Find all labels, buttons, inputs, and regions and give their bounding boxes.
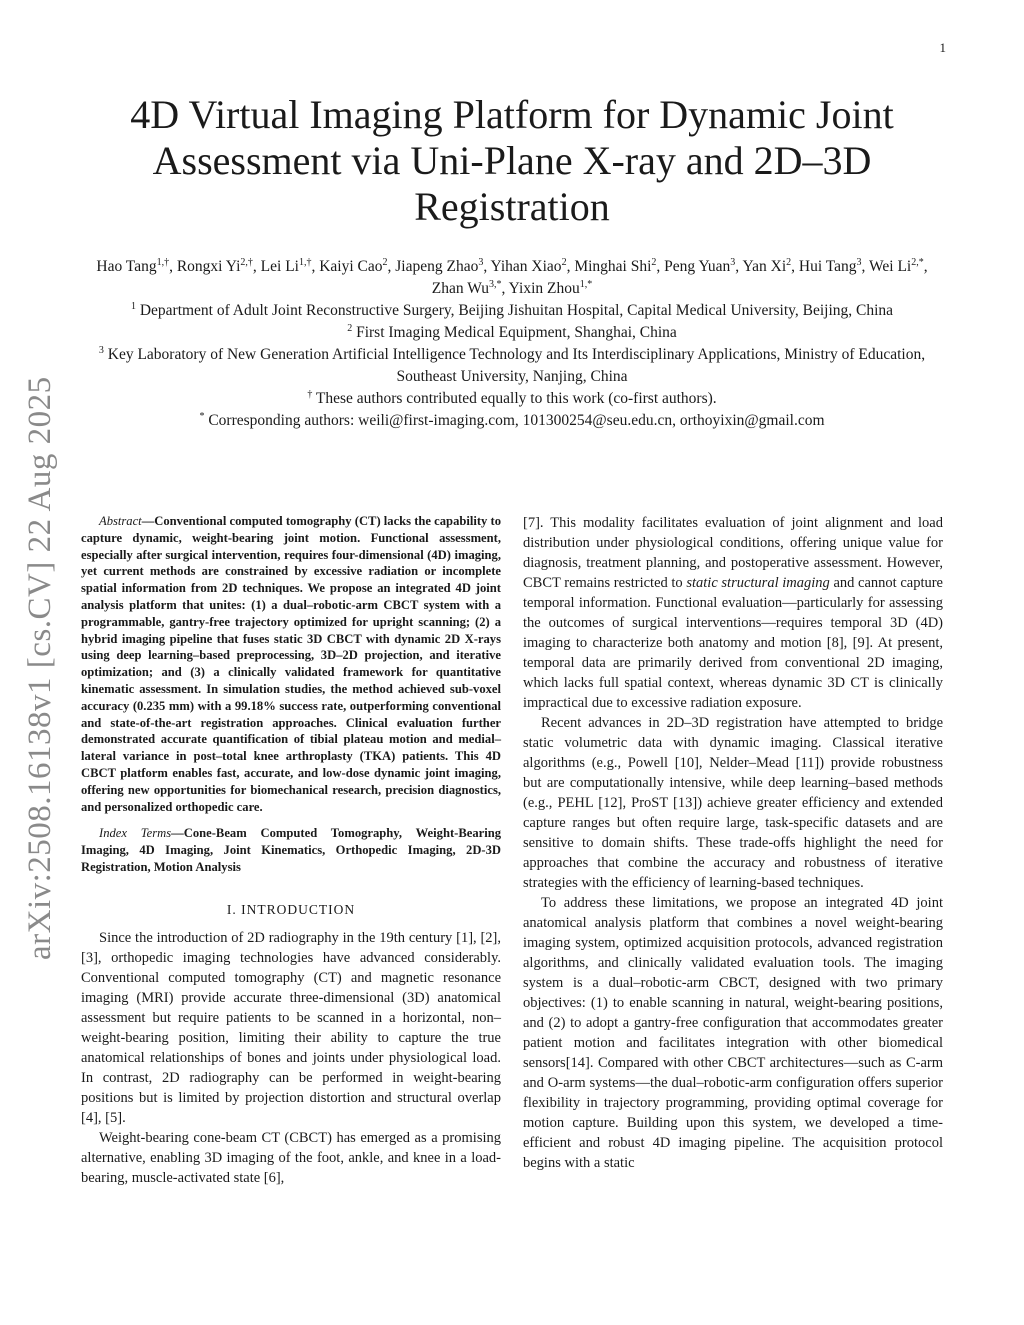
- author: Rongxi $Yi^{2,\dagger}$: [176, 256, 253, 275]
- author: Zhan $Wu^{3,*}$: [431, 278, 502, 297]
- body-paragraph: Since the introduction of 2D radiography in the 19th century [1], [2], [3], orthopedic imaging technologies have advanced considerably. Conventional computed tomography (CT) and magnetic resonance imaging (MRI) provide accurate three-dimensional (3D) anatomical assessment but require patients to be scanned in a horizontal, non–weight-bearing position, limiting their ability to capture the true anatomical relationships of bones and joints under physiological load. In contrast, 2D radiography can be performed in weight-bearing positions but is limited by projection distortion and structural overlap [4], [5].: [81, 929, 501, 1126]
- arxiv-identifier: arXiv:2508.16138v1 [cs.CV] 22 Aug 2025: [22, 376, 58, 960]
- abstract: Abstract—Conventional computed tomography (CT) lacks the capability to capture dynamic, weight-bearing joint motion. Functional assessment, especially after surgical intervention, requires four-dimensional (4D) imaging, yet current methods are constrained by excessive radiation or incomplete spatial information from 2D techniques. We propose an integrated 4D joint analysis platform that unites: (1) a dual–robotic-arm CBCT system with a programmable, gantry-free trajectory optimized for upright scanning; (2) a hybrid imaging pipeline that fuses static 3D CBCT with dynamic 2D X-rays using deep learning–based preprocessing, 3D–2D projection, and iterative optimization; and (3) a clinically validated framework for quantitative kinematic assessment. In simulation studies, the method achieved sub-voxel accuracy (0.235 mm) with a 99.18% success rate, outperforming conventional and state-of-the-art registration approaches. Clinical evaluation further demonstrated accurate quantification of tibial plateau motion and medial–lateral variance in post–total knee arthroplasty (TKA) patients. This 4D CBCT platform enables fast, accurate, and low-dose dynamic joint imaging, offering new opportunities for biomechanical research, precision diagnostics, and personalized orthopedic care.: [81, 514, 501, 814]
- left-column: [81, 513, 501, 1188]
- affiliation: $^1$ Department of Adult Joint Reconstructive Surgery, Beijing Jishuitan Hospital, Capital Medical University, Beijing, China: [130, 300, 894, 319]
- author: Minghai Shi$^2$: [574, 256, 657, 275]
- author: Yixin Zhou$^{1,*}$: [508, 278, 593, 297]
- paper-title: 4D Virtual Imaging Platform for Dynamic Joint Assessment via Uni-Plane X-ray and 2D–3D Registration: [130, 92, 894, 229]
- right-column: [523, 513, 943, 1173]
- author: Kaiyi Cao$^2$: [319, 256, 388, 275]
- co-first-note: † These authors contributed equally to this work (co-first authors).: [307, 388, 717, 407]
- page-number: 1: [939, 40, 946, 55]
- body-paragraph: To address these limitations, we propose an integrated 4D joint anatomical analysis platform that combines a novel weight-bearing imaging system, optimized acquisition protocols, advanced registration algorithms, and clinically validated evaluation tools. The imaging system is a dual–robotic-arm CBCT, designed with two primary objectives: (1) to enable scanning in natural, weight-bearing positions, and (2) to adopt a gantry-free configuration that accommodates greater patient motion and facilitates integration with other biomedical sensors[14]. Compared with other CBCT architectures—such as C-arm and O-arm systems—the dual–robotic-arm configuration offers superior flexibility in trajectory programming, providing optimal coverage for motion capture. Building upon this system, we developed a time-efficient and robust 4D imaging pipeline. The acquisition protocol begins with a static: [523, 895, 943, 1171]
- author: Lei $Li^{1,\dagger}$: [260, 256, 312, 275]
- affiliation: $^2$ First Imaging Medical Equipment, Shanghai, China: [347, 322, 677, 341]
- affiliation: $^3$ Key Laboratory of New Generation Artificial Intelligence Technology and Its Interdisciplinary Applications, Ministry of Education, Southeast University, Nanjing, China: [98, 344, 926, 385]
- author: Wei $Li^{2,*}$: [869, 256, 924, 275]
- author: Hao Tang$^{1,\dagger}$: [96, 256, 170, 275]
- author: Peng Yuan$^3$: [664, 256, 736, 275]
- corresponding-note: * Corresponding authors: weili@first-imaging.com, 101300254@seu.edu.cn, orthoyixin@gmail.com: [199, 410, 825, 429]
- author-block: [80, 256, 944, 432]
- author-list: Hao Tang$^{1,\dagger}$, Rongxi $Yi^{2,\dagger}$, Lei $Li^{1,\dagger}$, Kaiyi Cao$^2$, Jiapeng Zhao$^3$, Yihan Xiao$^2$, Minghai Shi$^2$, Peng Yuan$^3$, Yan Xi$^2$, Hui Tang$^3$, Wei $Li^{2,*}$, Zhan $Wu^{3,*}$, Yixin Zhou$^{1,*}$: [96, 256, 928, 297]
- body-paragraph: [7]. This modality facilitates evaluation of joint alignment and load distribution under physiological conditions, offering unique value for diagnosis, treatment planning, and postoperative assessment. However, CBCT remains restricted to static structural imaging and cannot capture temporal information. Functional evaluation—particularly for assessing the outcomes of surgical interventions—requires temporal 3D (4D) imaging to characterize both anatomy and motion [8], [9]. At present, temporal data are primarily derived from conventional 2D imaging, which lacks full spatial context, whereas dynamic 3D CT is clinically impractical due to excessive radiation exposure.: [523, 515, 943, 711]
- author: Jiapeng Zhao$^3$: [395, 256, 484, 275]
- body-paragraph: Recent advances in 2D–3D registration have attempted to bridge static volumetric data with dynamic imaging. Classical iterative algorithms (e.g., Powell [10], Nelder–Mead [11]) provide robustness but are computationally intensive, while deep learning–based methods (e.g., PEHL [12], ProST [13]) achieve greater efficiency and extended capture ranges but often require large, task-specific datasets and are sensitive to domain shifts. These trade-offs highlight the need for approaches that combine the accuracy and robustness of iterative strategies with the efficiency of learning-based techniques.: [523, 715, 943, 891]
- body-paragraph: Weight-bearing cone-beam CT (CBCT) has emerged as a promising alternative, enabling 3D imaging of the foot, ankle, and knee in a load-bearing, muscle-activated state [6],: [81, 1129, 501, 1186]
- author: Hui Tang$^3$: [798, 256, 862, 275]
- author: Yihan Xiao$^2$: [490, 256, 567, 275]
- author: Yan Xi$^2$: [742, 256, 792, 275]
- index-terms: Index Terms—Cone-Beam Computed Tomography, Weight-Bearing Imaging, 4D Imaging, Joint Kinematics, Orthopedic Imaging, 2D-3D Registration, Motion Analysis: [81, 826, 502, 874]
- section-heading: I. INTRODUCTION: [226, 901, 356, 917]
